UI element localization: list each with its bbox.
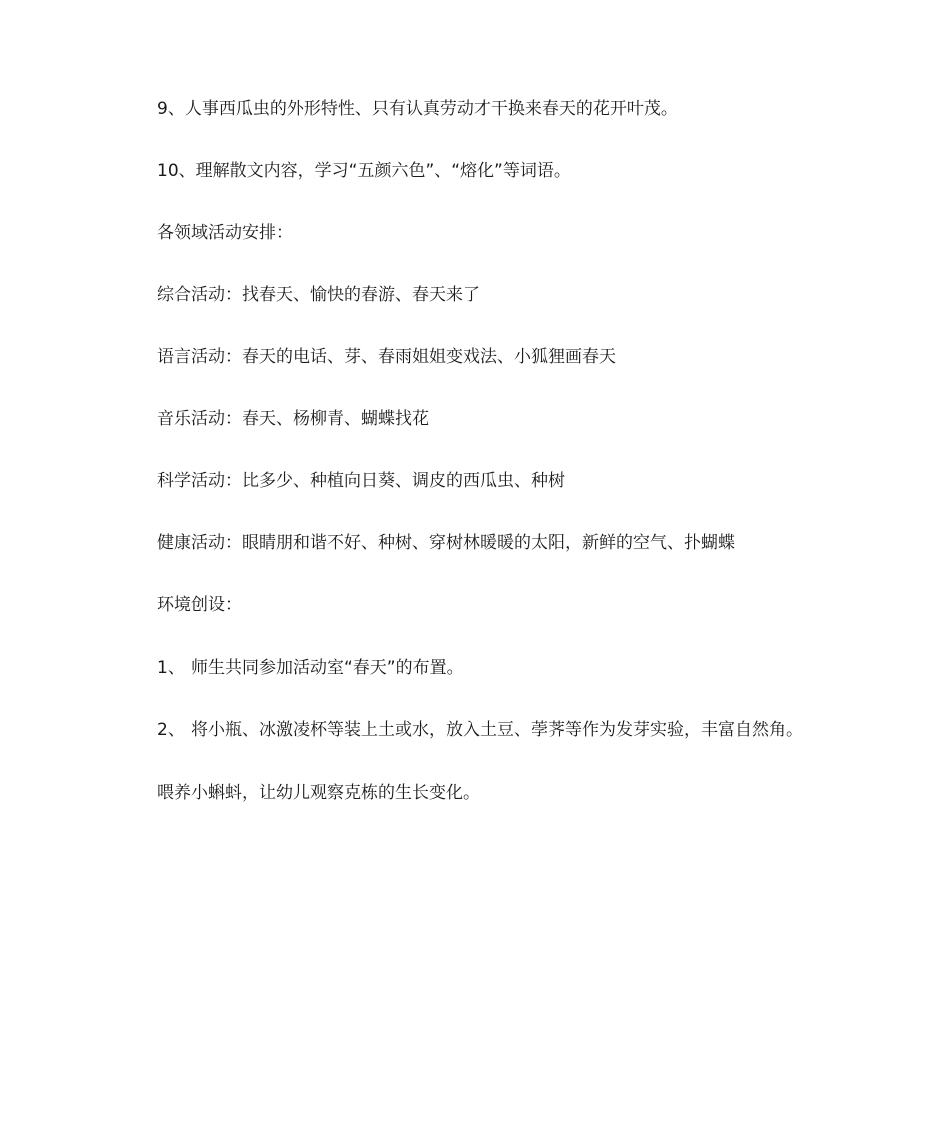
list-item-text: 师生共同参加活动室“春天”的布置。 xyxy=(191,658,464,678)
text-line-science-activities: 科学活动：比多少、种植向日葵、调皮的西瓜虫、种树 xyxy=(157,471,565,491)
list-item-number: 2、 xyxy=(157,720,185,740)
text-line-integrated-activities: 综合活动：找春天、愉快的春游、春天来了 xyxy=(157,285,480,305)
list-item-number: 1、 xyxy=(157,658,185,678)
section-heading-activities: 各领域活动安排： xyxy=(157,223,293,243)
text-line-goal-9: 9、人事西瓜虫的外形特性、只有认真劳动才干换来春天的花开叶茂。 xyxy=(157,99,678,119)
list-item xyxy=(157,656,464,680)
text-line-language-activities: 语言活动：春天的电话、芽、春雨姐姐变戏法、小狐狸画春天 xyxy=(157,347,616,367)
text-line-health-activities: 健康活动：眼睛朋和谐不好、种树、穿树林暖暖的太阳，新鲜的空气、扑蝴蝶 xyxy=(157,533,735,553)
section-heading-environment: 环境创设： xyxy=(157,595,242,615)
text-line-goal-10: 10、理解散文内容，学习“五颜六色”、“熔化”等词语。 xyxy=(157,161,571,181)
list-item xyxy=(157,718,803,742)
text-line-tadpole: 喂养小蝌蚪，让幼儿观察克栋的生长变化。 xyxy=(157,783,480,803)
list-item-text: 将小瓶、冰激凌杯等装上土或水，放入土豆、荸荠等作为发芽实验，丰富自然角。 xyxy=(191,720,803,740)
text-line-music-activities: 音乐活动：春天、杨柳青、蝴蝶找花 xyxy=(157,409,429,429)
